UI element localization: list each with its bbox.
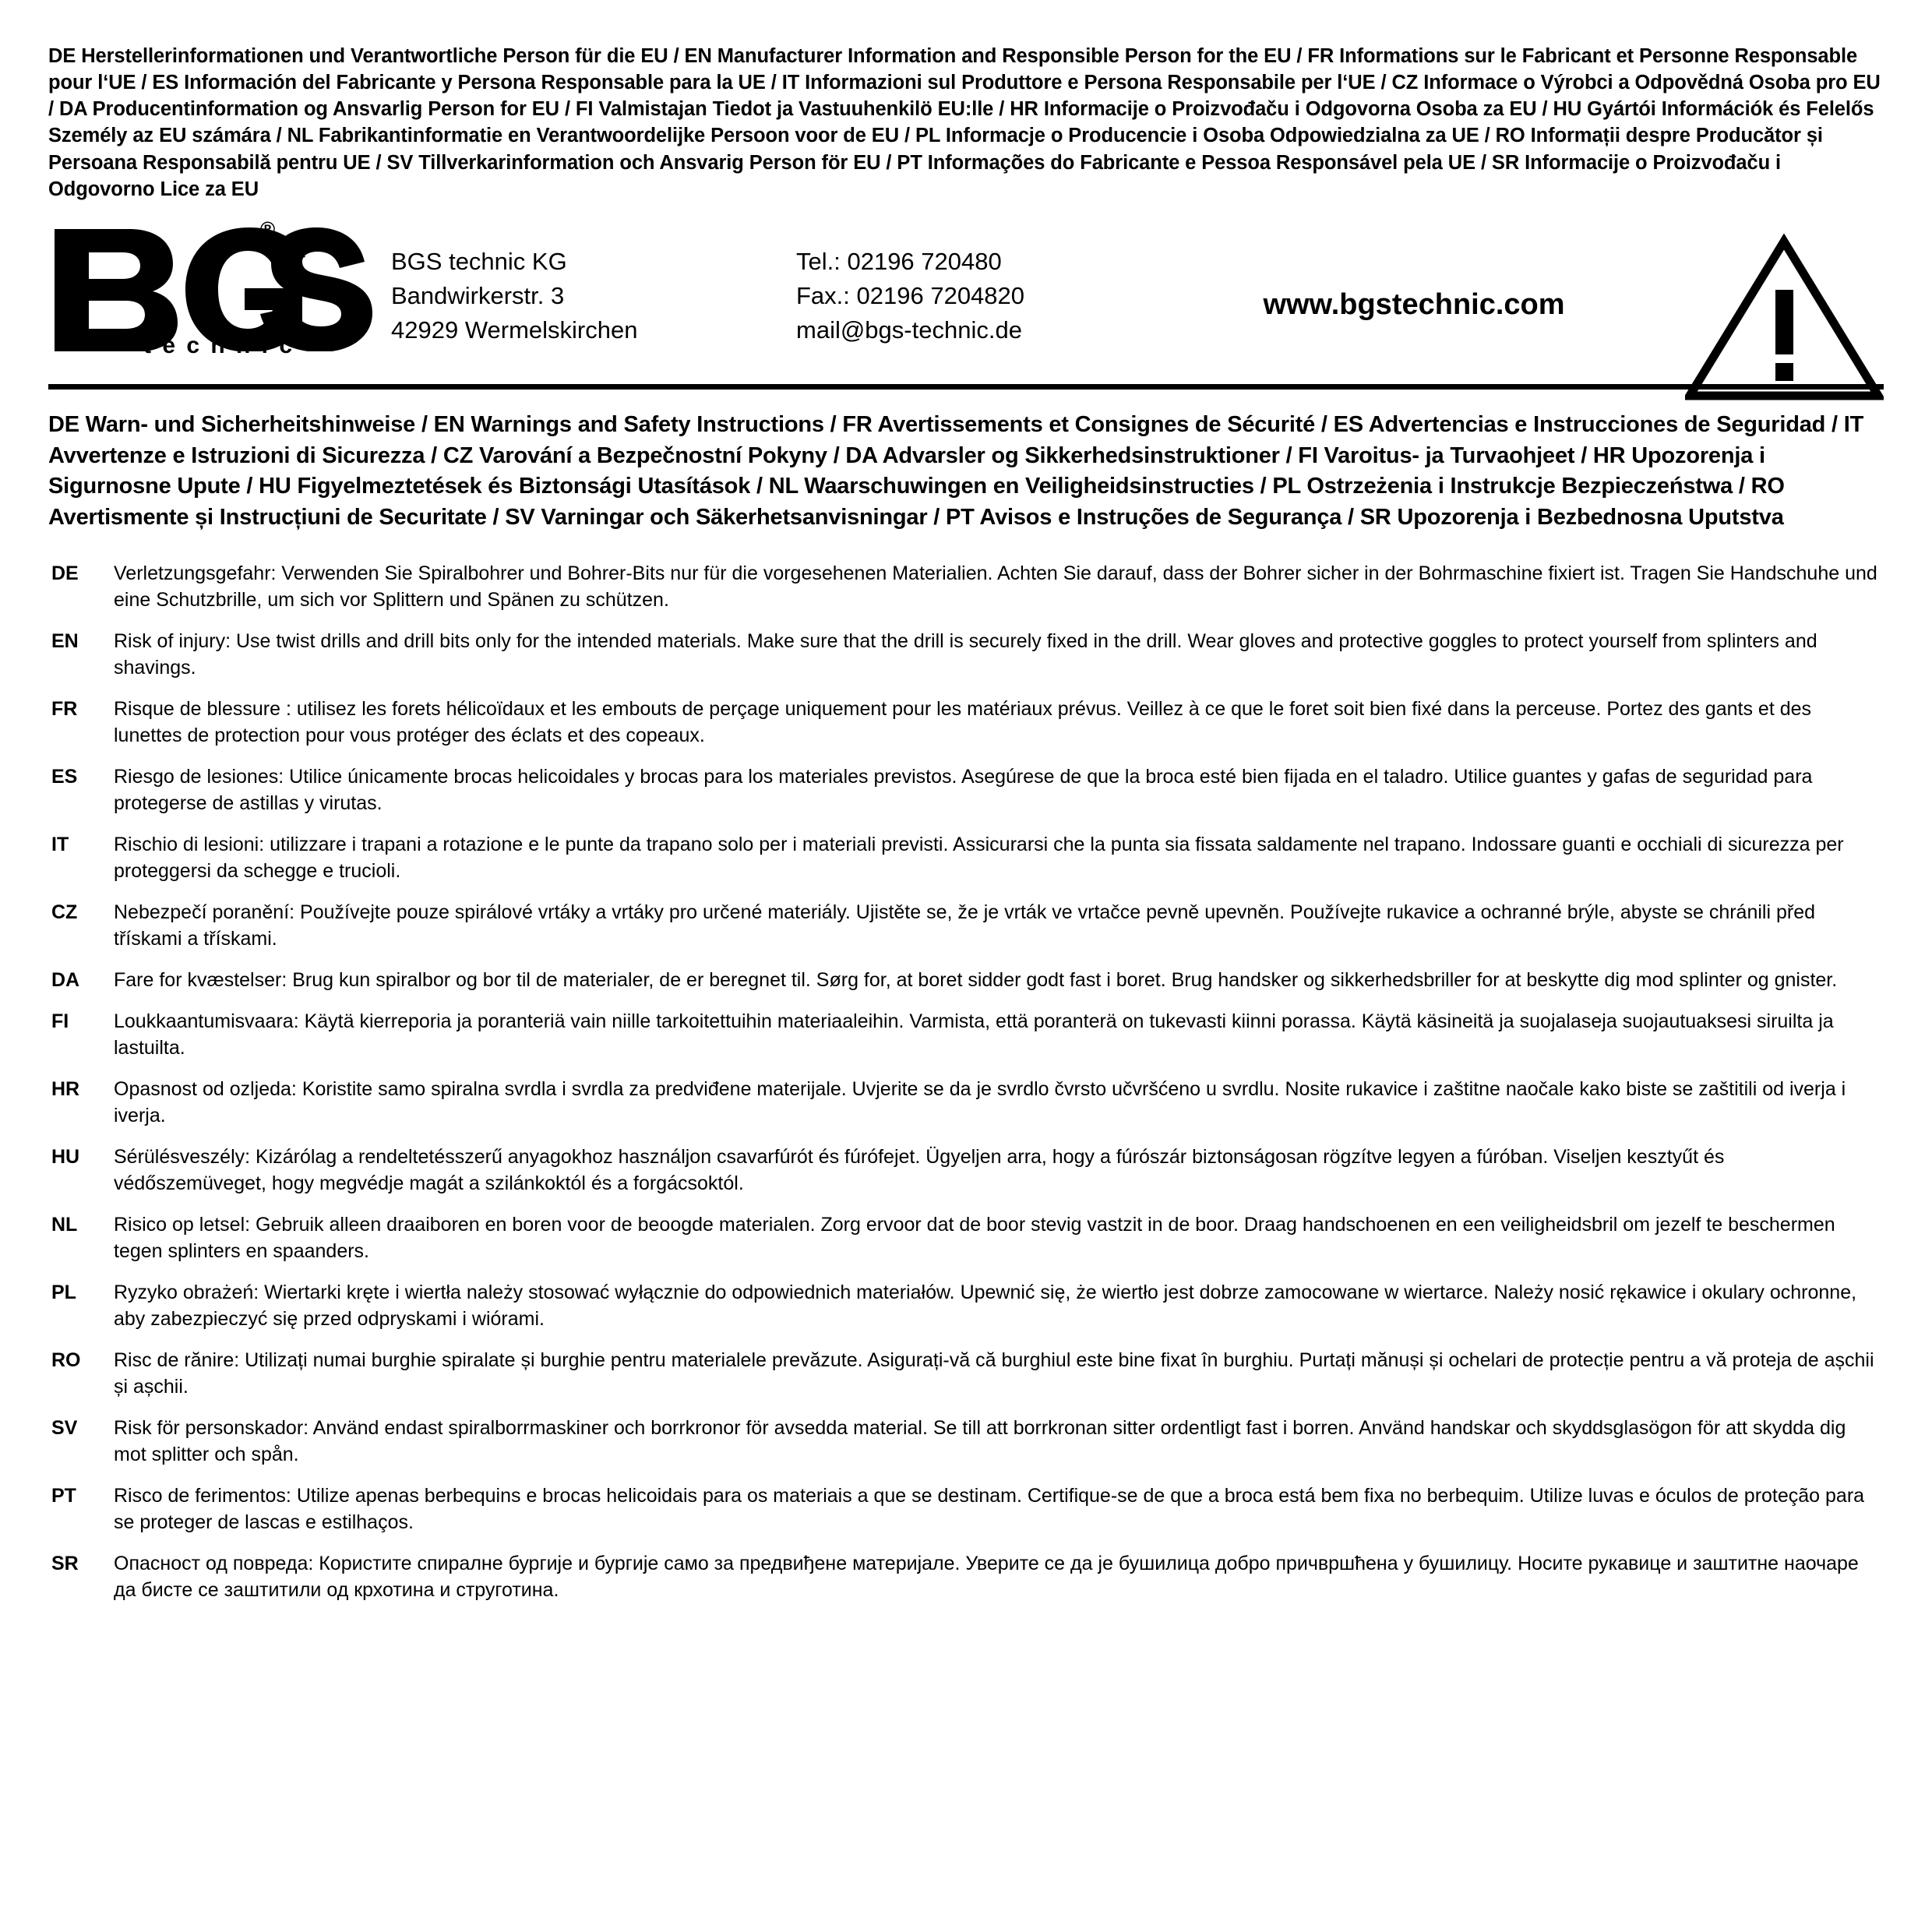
- list-item: [48, 1347, 1884, 1400]
- warning-text: Nebezpečí poranění: Používejte pouze spirálové vrtáky a vrtáky pro určené materiály. Ujistěte se, že je vrták ve vrtačce pevně upevněn. Používejte rukavice a ochranné brýle, abyste se chránili před třískami a třískami.: [114, 901, 1815, 950]
- company-contact-details: [796, 217, 1162, 347]
- list-item: [48, 1415, 1884, 1468]
- language-code: PL: [51, 1281, 76, 1303]
- warning-text: Risco de ferimentos: Utilize apenas berbequins e brocas helicoidais para os materiais a que se destinam. Certifique-se de que a broca está bem fixa no berbequim. Utilize luvas e óculos de proteção para se proteger de lascas e estilhaços.: [114, 1484, 1865, 1533]
- warning-text: Sérülésveszély: Kizárólag a rendeltetésszerű anyagokhoz használjon csavarfúrót és fúrófejet. Ügyeljen arra, hogy a fúrószár biztonságosan rögzítve legyen a fúróban. Viseljen kesztyűt és védőszemüveget, hogy megvédje magát a szilánkoktól és a forgácsoktól.: [114, 1145, 1725, 1194]
- warning-text: Risk of injury: Use twist drills and drill bits only for the intended materials. Make sure that the drill is securely fixed in the drill. Wear gloves and protective goggles to protect yourself from splinters and shavings.: [114, 629, 1817, 679]
- language-code: CZ: [51, 901, 78, 923]
- list-item: [48, 967, 1884, 993]
- warning-text: Ryzyko obrażeń: Wiertarki kręte i wiertła należy stosować wyłącznie do odpowiednich materiałów. Upewnić się, że wiertło jest dobrze zamocowane w wiertarce. Należy nosić rękawice i okulary ochronne, aby zabezpieczyć się przed odpryskami i wiórami.: [114, 1281, 1857, 1330]
- language-code: EN: [51, 629, 79, 652]
- company-contact-block: [48, 217, 1884, 384]
- warning-triangle-icon: [1666, 217, 1884, 401]
- list-item: [48, 899, 1884, 952]
- language-code: FI: [51, 1010, 69, 1032]
- list-item: [48, 1550, 1884, 1603]
- warning-text: Risk för personskador: Använd endast spiralborrmaskiner och borrkronor för avsedda material. Se till att borrkronan sitter ordentligt fast i borren. Använd handskar och skyddsglasögon för att skydda dig mot splitter och spån.: [114, 1416, 1846, 1465]
- language-code: FR: [51, 697, 78, 720]
- language-code: ES: [51, 765, 78, 788]
- company-website[interactable]: www.bgstechnic.com: [1263, 287, 1565, 321]
- language-code: IT: [51, 833, 69, 855]
- list-item: [48, 1076, 1884, 1129]
- manufacturer-information-heading: DE Herstellerinformationen und Verantwortliche Person für die EU / EN Manufacturer Information and Responsible Person for the EU / FR Informations sur le Fabricant et Personne Responsable pour l‘UE / ES Información del Fabricante y Persona Responsable para la UE / IT Informazioni sul Produttore e Persona Responsabile per l‘UE / CZ Informace o Výrobci a Odpovědná Osoba pro EU / DA Producentinformation og Ansvarlig Person for EU / FI Valmistajan Tiedot ja Vastuuhenkilö EU:lle / HR Informacije o Proizvođaču i Odgovorna Osoba za EU / HU Gyártói Információk és Felelős Személy az EU számára / NL Fabrikantinformatie en Verantwoordelijke Persoon voor de EU / PL Informacje o Producencie i Osoba Odpowiedzialna za UE / RO Informații despre Producător și Persoana Responsabilă pentru UE / SV Tillverkarinformation och Ansvarig Person för EU / PT Informações do Fabricante e Pessoa Responsável pela UE / SR Informacije o Proizvođaču i Odgovorno Lice za EU: [48, 45, 1881, 200]
- warning-text: Opasnost od ozljeda: Koristite samo spiralna svrdla i svrdla za predviđene materijale. Uvjerite se da je svrdlo čvrsto učvršćeno u svrdlu. Nosite rukavice i zaštitne naočale kako biste se zaštitili od iverja i iverja.: [114, 1077, 1846, 1126]
- language-code: RO: [51, 1349, 81, 1371]
- language-code: HR: [51, 1077, 80, 1100]
- language-code: PT: [51, 1484, 76, 1507]
- list-item: [48, 1482, 1884, 1535]
- list-item: [48, 1144, 1884, 1197]
- list-item: [48, 628, 1884, 681]
- warning-text: Опасност од повреда: Користите спиралне бургије и бургије само за предвиђене материјале. Уверите се да је бушилица добро причвршћена у бушилицу. Носите рукавице и заштитне наочаре да бисте се заштитили од крхотина и струготина.: [114, 1552, 1859, 1601]
- language-code: NL: [51, 1213, 78, 1236]
- language-code: HU: [51, 1145, 80, 1168]
- bgs-logo-subtext: t e c h n i c: [143, 332, 295, 358]
- warning-text: Risico op letsel: Gebruik alleen draaiboren en boren voor de beoogde materialen. Zorg ervoor dat de boor stevig vastzit in de boor. Draag handschoenen en een veiligheidsbril om jezelf te beschermen tegen splinters en spaanders.: [114, 1213, 1835, 1262]
- warnings-list: [48, 560, 1884, 1603]
- warning-text: Fare for kvæstelser: Brug kun spiralbor og bor til de materialer, de er beregnet til. Sørg for, at boret sidder godt fast i boret. Brug handsker og sikkerhedsbriller for at beskytte dig mod splinter og gnister.: [114, 968, 1838, 991]
- warning-text: Rischio di lesioni: utilizzare i trapani a rotazione e le punte da trapano solo per i materiali previsti. Assicurarsi che la punta sia fissata saldamente nel trapano. Indossare guanti e occhiali di sicurezza per proteggersi da schegge e trucioli.: [114, 833, 1844, 882]
- company-telephone: Tel.: 02196 720480: [796, 247, 1002, 275]
- list-item: [48, 1279, 1884, 1332]
- list-item: [48, 763, 1884, 816]
- company-street: Bandwirkerstr. 3: [391, 281, 565, 309]
- company-email[interactable]: mail@bgs-technic.de: [796, 316, 1022, 344]
- list-item: [48, 831, 1884, 884]
- language-code: SV: [51, 1416, 78, 1439]
- safety-instructions-heading: DE Warn- und Sicherheitshinweise / EN Warnings and Safety Instructions / FR Avertissements et Consignes de Sécurité / ES Advertencias e Instrucciones de Seguridad / IT Avvertenze e Istruzioni di Sicurezza / CZ Varování a Bezpečnostní Pokyny / DA Advarsler og Sikkerhedsinstruktioner / FI Varoitus- ja Turvaohjeet / HR Upozorenja i Sigurnosne Upute / HU Figyelmeztetések és Biztonsági Utasítások / NL Waarschuwingen en Veiligheidsinstructies / PL Ostrzeżenia i Instrukcje Bezpieczeństwa / RO Avertismente și Instrucțiuni de Securitate / SV Varningar och Säkerhetsanvisningar / PT Avisos e Instruções de Segurança / SR Upozorenja i Bezbednosna Uputstva: [48, 411, 1864, 531]
- warning-text: Riesgo de lesiones: Utilice únicamente brocas helicoidales y brocas para los materiales previstos. Asegúrese de que la broca esté bien fijada en el taladro. Utilice guantes y gafas de seguridad para protegerse de astillas y virutas.: [114, 765, 1813, 814]
- company-address: [391, 217, 796, 347]
- bgs-logo: [48, 217, 391, 358]
- list-item: [48, 1211, 1884, 1264]
- company-fax: Fax.: 02196 7204820: [796, 281, 1025, 309]
- warning-text: Risc de rănire: Utilizați numai burghie spiralate și burghie pentru materialele prevăzute. Asigurați-vă că burghiul este bine fixat în burghiu. Purtați mănuși și ochelari de protecție pentru a vă proteja de așchii și așchii.: [114, 1349, 1874, 1398]
- registered-trademark-symbol: ®: [260, 217, 276, 241]
- warning-text: Verletzungsgefahr: Verwenden Sie Spiralbohrer und Bohrer-Bits nur für die vorgesehenen Materialien. Achten Sie darauf, dass der Bohrer sicher in der Bohrmaschine fixiert ist. Tragen Sie Handschuhe und eine Schutzbrille, um sich vor Splittern und Spänen zu schützen.: [114, 562, 1877, 611]
- list-item: [48, 696, 1884, 749]
- warning-text: Risque de blessure : utilisez les forets hélicoïdaux et les embouts de perçage uniquement pour les matériaux prévus. Veillez à ce que le foret soit bien fixé dans la perceuse. Portez des gants et des lunettes de protection pour vous protéger des éclats et des copeaux.: [114, 697, 1812, 746]
- company-name: BGS technic KG: [391, 247, 567, 275]
- horizontal-divider: [48, 384, 1884, 390]
- language-code: SR: [51, 1552, 79, 1574]
- language-code: DA: [51, 968, 80, 991]
- language-code: DE: [51, 562, 79, 584]
- company-city: 42929 Wermelskirchen: [391, 316, 638, 344]
- list-item: [48, 1008, 1884, 1061]
- warning-text: Loukkaantumisvaara: Käytä kierreporia ja poranteriä vain niille tarkoitettuihin materiaaleihin. Varmista, että poranterä on tukevasti kiinni porassa. Käytä käsineitä ja suojalaseja suojautuaksesi siruilta ja lastuilta.: [114, 1010, 1834, 1059]
- list-item: [48, 560, 1884, 613]
